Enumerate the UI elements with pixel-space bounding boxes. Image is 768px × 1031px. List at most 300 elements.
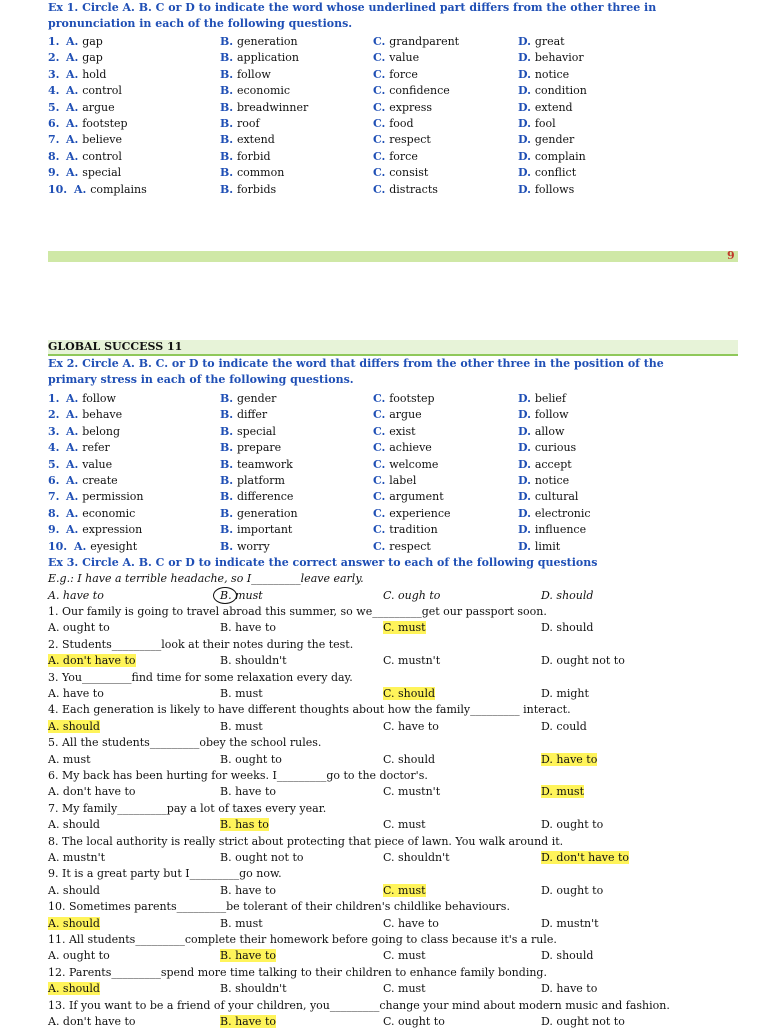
option-c[interactable] xyxy=(373,117,414,130)
option-letter: B. xyxy=(220,133,237,147)
option-c[interactable] xyxy=(373,166,428,179)
question-number: 3. xyxy=(48,67,60,81)
question-number: 10. xyxy=(48,182,68,196)
option-a[interactable] xyxy=(74,183,147,196)
option-a[interactable] xyxy=(66,166,121,179)
option-letter: B. xyxy=(220,84,237,98)
option-word: force xyxy=(389,149,418,163)
ex1-title-line1: Ex 1. Circle A. B. C or D to indicate the word whose underlined part differs from the other three in xyxy=(48,1,657,14)
ex1-row xyxy=(48,51,748,67)
option-b[interactable] xyxy=(220,51,299,64)
option-b[interactable] xyxy=(220,458,293,471)
option-b[interactable] xyxy=(220,183,276,196)
question-number: 3. xyxy=(48,424,60,438)
option-a[interactable]: A. ought to xyxy=(48,621,110,635)
question-text: 5. All the students_________obey the school rules. xyxy=(48,736,322,750)
question-number: 1. xyxy=(48,392,60,405)
option-a[interactable] xyxy=(66,84,122,97)
option-c[interactable] xyxy=(373,458,438,471)
question-text: 12. Parents_________spend more time talking to their children to enhance family bonding. xyxy=(48,965,547,979)
option-d[interactable] xyxy=(518,392,566,405)
option-letter: A. xyxy=(66,51,83,65)
option-letter: C. xyxy=(373,182,390,196)
option-letter: C. xyxy=(373,100,390,114)
option-c[interactable] xyxy=(373,408,422,421)
option-d[interactable] xyxy=(518,540,560,553)
option-a[interactable] xyxy=(66,458,112,471)
option-b[interactable]: B. must xyxy=(220,687,263,700)
option-word: common xyxy=(236,166,285,180)
option-b[interactable] xyxy=(220,150,271,163)
option-word: great xyxy=(534,35,565,48)
option-word: believe xyxy=(82,133,123,147)
question-text: 2. Students_________look at their notes during the test. xyxy=(48,637,354,651)
option-word: footstep xyxy=(389,392,435,405)
option-c[interactable] xyxy=(373,523,438,536)
ex1-row xyxy=(48,133,748,149)
option-c[interactable] xyxy=(373,490,444,503)
option-b[interactable]: B. have to xyxy=(220,949,276,963)
option-letter: C. xyxy=(373,392,390,405)
ex2-row xyxy=(48,392,748,408)
option-word: belief xyxy=(534,392,566,405)
option-d[interactable]: D. have to xyxy=(541,752,598,766)
option-c[interactable]: C. must xyxy=(383,949,426,963)
option-c[interactable] xyxy=(373,84,450,97)
option-word: footstep xyxy=(82,117,128,130)
option-d[interactable] xyxy=(518,458,572,471)
option-letter: C. xyxy=(373,67,390,81)
option-letter: B. xyxy=(220,490,237,504)
option-b[interactable] xyxy=(220,392,276,405)
option-letter: B. xyxy=(220,100,237,114)
option-letter: D. xyxy=(518,424,535,438)
option-d[interactable] xyxy=(518,166,576,179)
option-letter: D. xyxy=(518,51,535,65)
option-word: follow xyxy=(534,408,569,422)
option-letter: B. xyxy=(220,506,237,520)
option-word: curious xyxy=(534,441,577,455)
option-a[interactable] xyxy=(66,507,135,520)
option-letter: B. xyxy=(220,117,237,130)
option-word: special xyxy=(236,424,276,438)
option-word: conflict xyxy=(534,166,577,180)
option-letter: D. xyxy=(518,35,535,48)
option-a[interactable]: A. should xyxy=(48,719,100,733)
option-letter: A. xyxy=(66,474,83,487)
option-a[interactable]: A. ought to xyxy=(48,949,110,963)
option-c[interactable]: C. have to xyxy=(383,916,439,930)
ex3-example: E.g.: I have a terrible headache, so I_________leave early. xyxy=(48,572,364,585)
option-word: argument xyxy=(389,490,444,504)
option-c[interactable] xyxy=(373,540,431,553)
option-word: extend xyxy=(534,100,573,114)
option-c[interactable] xyxy=(373,51,419,64)
option-c[interactable] xyxy=(373,150,418,163)
ex2-row xyxy=(48,474,748,490)
option-word: generation xyxy=(236,35,298,48)
question-text: 9. It is a great party but I_________go now. xyxy=(48,867,282,881)
option-c[interactable] xyxy=(373,101,432,114)
option-word: limit xyxy=(534,539,561,553)
option-b[interactable] xyxy=(220,474,285,487)
option-word: economic xyxy=(82,506,136,520)
option-letter: B. xyxy=(220,523,237,537)
option-d[interactable] xyxy=(518,35,565,48)
option-letter: B. xyxy=(220,457,237,471)
option-a[interactable] xyxy=(66,523,142,536)
option-letter: B. xyxy=(220,392,237,405)
option-word: forbid xyxy=(236,149,271,163)
question-text: 8. The local authority is really strict about protecting that piece of lawn. You walk around it. xyxy=(48,834,564,848)
option-b[interactable] xyxy=(220,408,267,421)
option-b[interactable]: B. must xyxy=(220,719,263,733)
question-number: 7. xyxy=(48,490,60,504)
option-c[interactable]: C. mustn't xyxy=(383,654,441,668)
ex1-title-line2: pronunciation in each of the following questions. xyxy=(48,17,353,30)
option-word: gender xyxy=(236,392,277,405)
option-d[interactable]: D. ought not to xyxy=(541,654,625,668)
option-b[interactable] xyxy=(220,490,293,503)
option-word: difference xyxy=(236,490,294,504)
option-letter: D. xyxy=(518,67,535,81)
option-letter: B. xyxy=(220,539,237,553)
option-d[interactable] xyxy=(518,51,584,64)
page-number: 9 xyxy=(727,249,735,262)
option-d[interactable] xyxy=(518,490,578,503)
option-a[interactable] xyxy=(66,490,143,503)
option-c[interactable] xyxy=(373,441,432,454)
option-a[interactable] xyxy=(66,117,128,130)
option-a[interactable]: A. have to xyxy=(48,687,104,700)
ex2-row xyxy=(48,523,748,539)
question-text: 13. If you want to be a friend of your children, you_________change your mind about modern music and fashion. xyxy=(48,998,670,1012)
ex1-row xyxy=(48,166,748,182)
question-text: 4. Each generation is likely to have different thoughts about how the family_________ interact. xyxy=(48,703,571,717)
option-b[interactable]: B. must xyxy=(220,916,263,930)
option-d[interactable] xyxy=(518,84,587,97)
option-d[interactable] xyxy=(518,507,591,520)
question-number: 8. xyxy=(48,149,60,163)
ex1-row xyxy=(48,84,748,100)
ex1-row xyxy=(48,68,748,84)
option-a[interactable] xyxy=(66,474,118,487)
option-letter: D. xyxy=(518,457,535,471)
option-a[interactable]: A. should xyxy=(48,883,100,897)
question-number: 5. xyxy=(48,457,60,471)
option-letter: C. xyxy=(373,84,390,98)
option-letter: C. xyxy=(373,457,390,471)
option-b[interactable] xyxy=(220,117,260,130)
option-word: application xyxy=(236,51,300,65)
option-word: teamwork xyxy=(236,457,293,471)
question-text: 1. Our family is going to travel abroad this summer, so we_________get our passport soon. xyxy=(48,605,547,618)
option-b[interactable] xyxy=(220,101,308,114)
option-c[interactable] xyxy=(373,392,435,405)
option-a[interactable] xyxy=(66,150,122,163)
option-word: force xyxy=(389,67,418,81)
option-c[interactable] xyxy=(373,474,416,487)
option-b[interactable] xyxy=(220,84,290,97)
option-letter: D. xyxy=(518,133,535,147)
question-number: 2. xyxy=(48,51,60,65)
option-word: electronic xyxy=(534,506,591,520)
option-b[interactable] xyxy=(220,540,270,553)
option-word: economic xyxy=(236,84,291,98)
option-word: roof xyxy=(236,117,260,130)
option-letter: A. xyxy=(74,182,91,196)
option-b[interactable]: B. shouldn't xyxy=(220,982,287,996)
option-b[interactable]: B. have to xyxy=(220,883,276,897)
option-word: differ xyxy=(236,408,268,422)
question-number: 1. xyxy=(48,35,60,48)
option-word: platform xyxy=(236,474,285,487)
option-c[interactable] xyxy=(373,183,438,196)
option-c[interactable] xyxy=(373,35,459,48)
option-letter: C. xyxy=(373,35,390,48)
option-letter: D. xyxy=(518,523,535,537)
ex3-options-row xyxy=(48,851,748,867)
option-d[interactable]: D. ought not to xyxy=(541,1015,625,1028)
option-d[interactable]: D. ought to xyxy=(541,883,604,897)
option-word: achieve xyxy=(389,441,432,455)
option-word: cultural xyxy=(534,490,579,504)
option-word: important xyxy=(236,523,293,537)
option-d[interactable]: D. should xyxy=(541,949,594,963)
option-a[interactable]: A. must xyxy=(48,752,91,766)
option-letter: A. xyxy=(66,133,83,147)
option-word: forbids xyxy=(236,182,277,196)
option-letter: A. xyxy=(66,408,83,422)
option-c[interactable] xyxy=(373,133,431,146)
ex1-row xyxy=(48,150,748,166)
option-letter: A. xyxy=(66,457,83,471)
ex2-row xyxy=(48,490,748,506)
option-c[interactable]: C. have to xyxy=(383,719,439,733)
option-d[interactable] xyxy=(518,183,574,196)
option-letter: A. xyxy=(66,35,83,48)
option-b[interactable] xyxy=(220,166,284,179)
option-letter: C. xyxy=(373,490,390,504)
option-a[interactable] xyxy=(66,408,122,421)
ex1-row xyxy=(48,183,748,199)
ex3-options-row xyxy=(48,621,748,637)
option-d[interactable] xyxy=(518,408,569,421)
ex2-row xyxy=(48,408,748,424)
option-word: respect xyxy=(389,133,431,147)
option-letter: B. xyxy=(220,67,237,81)
option-d[interactable] xyxy=(518,117,556,130)
option-word: grandparent xyxy=(389,35,460,48)
option-a[interactable]: A. should xyxy=(48,818,100,832)
option-letter: C. xyxy=(373,523,390,537)
option-word: complains xyxy=(90,182,147,196)
option-c[interactable]: C. mustn't xyxy=(383,785,441,799)
option-letter: D. xyxy=(518,474,535,487)
ex3-title: Ex 3. Circle A. B. C or D to indicate the correct answer to each of the following questions xyxy=(48,556,598,569)
option-word: refer xyxy=(82,441,110,455)
option-letter: D. xyxy=(518,166,535,180)
ex3-options-row xyxy=(48,785,748,801)
option-c[interactable]: C. should xyxy=(383,752,436,766)
ex3-options-row xyxy=(48,753,748,769)
option-a[interactable]: A. should xyxy=(48,982,100,996)
option-word: hold xyxy=(82,67,107,81)
option-a[interactable] xyxy=(66,35,103,48)
option-b[interactable]: B. have to xyxy=(220,621,276,635)
option-letter: A. xyxy=(66,117,83,130)
option-d[interactable]: D. ought to xyxy=(541,818,604,832)
option-d[interactable]: D. have to xyxy=(541,982,598,996)
ex2-title-line2: primary stress in each of the following questions. xyxy=(48,373,354,386)
example-option-d: D. should xyxy=(541,589,594,602)
option-a[interactable] xyxy=(66,51,103,64)
option-letter: D. xyxy=(518,100,535,114)
option-word: value xyxy=(389,51,420,65)
ex3-options-row xyxy=(48,1015,748,1031)
option-d[interactable]: D. could xyxy=(541,719,587,733)
option-a[interactable]: A. mustn't xyxy=(48,851,106,864)
option-letter: C. xyxy=(373,441,390,455)
option-b[interactable]: B. ought not to xyxy=(220,851,304,864)
ex2-row xyxy=(48,425,748,441)
option-letter: C. xyxy=(373,408,390,422)
example-option-b: B. must xyxy=(220,589,263,602)
option-c[interactable]: C. must xyxy=(383,818,426,832)
ex3-options-row xyxy=(48,818,748,834)
question-number: 4. xyxy=(48,441,60,455)
question-number: 9. xyxy=(48,166,60,180)
option-b[interactable] xyxy=(220,35,298,48)
option-word: influence xyxy=(534,523,587,537)
option-word: follow xyxy=(236,67,271,81)
option-word: permission xyxy=(82,490,144,504)
option-c[interactable]: C. ought to xyxy=(383,1015,445,1028)
option-a[interactable]: A. don't have to xyxy=(48,1015,136,1028)
option-letter: B. xyxy=(220,441,237,455)
option-c[interactable]: C. should xyxy=(383,687,436,700)
question-number: 2. xyxy=(48,408,60,422)
question-number: 6. xyxy=(48,117,60,130)
ex2-row xyxy=(48,507,748,523)
option-letter: C. xyxy=(373,474,390,487)
option-letter: D. xyxy=(518,182,535,196)
option-word: welcome xyxy=(389,457,439,471)
option-b[interactable]: B. have to xyxy=(220,1015,276,1028)
option-word: respect xyxy=(389,539,431,553)
option-d[interactable]: D. might xyxy=(541,687,589,700)
option-c[interactable] xyxy=(373,68,418,81)
ex1-row xyxy=(48,35,748,51)
option-letter: C. xyxy=(373,133,390,147)
option-d[interactable]: D. don't have to xyxy=(541,851,630,864)
option-b[interactable] xyxy=(220,68,271,81)
example-option-c: C. ough to xyxy=(383,589,441,602)
option-a[interactable] xyxy=(66,101,115,114)
option-word: breadwinner xyxy=(236,100,309,114)
option-b[interactable]: B. shouldn't xyxy=(220,654,287,668)
option-d[interactable] xyxy=(518,441,576,454)
option-c[interactable] xyxy=(373,425,416,438)
option-word: experience xyxy=(389,506,451,520)
option-letter: B. xyxy=(220,408,237,422)
option-d[interactable] xyxy=(518,101,573,114)
option-d[interactable] xyxy=(518,150,586,163)
option-letter: A. xyxy=(66,424,83,438)
option-b[interactable]: B. have to xyxy=(220,785,276,799)
option-a[interactable] xyxy=(66,133,122,146)
option-c[interactable]: C. must xyxy=(383,621,426,635)
option-letter: A. xyxy=(66,149,83,163)
ex1-row xyxy=(48,101,748,117)
option-b[interactable] xyxy=(220,133,275,146)
option-a[interactable] xyxy=(74,540,137,553)
option-letter: D. xyxy=(518,490,535,504)
option-b[interactable] xyxy=(220,523,292,536)
ex3-options-row xyxy=(48,687,748,703)
option-a[interactable] xyxy=(66,68,106,81)
example-option-a: A. have to xyxy=(48,589,104,602)
option-word: consist xyxy=(389,166,429,180)
option-d[interactable]: D. should xyxy=(541,621,594,635)
option-letter: A. xyxy=(66,506,83,520)
option-letter: A. xyxy=(66,67,83,81)
option-word: gender xyxy=(534,133,575,147)
option-letter: D. xyxy=(518,441,535,455)
option-d[interactable] xyxy=(518,474,569,487)
option-d[interactable] xyxy=(518,425,564,438)
option-word: belong xyxy=(82,424,121,438)
option-word: prepare xyxy=(236,441,282,455)
option-letter: A. xyxy=(66,441,83,455)
option-a[interactable]: A. don't have to xyxy=(48,654,136,668)
ex3-options-row xyxy=(48,654,748,670)
option-c[interactable]: C. must xyxy=(383,883,426,897)
option-a[interactable] xyxy=(66,441,110,454)
option-word: confidence xyxy=(389,84,450,98)
option-a[interactable] xyxy=(66,425,120,438)
option-d[interactable] xyxy=(518,133,574,146)
option-letter: C. xyxy=(373,539,390,553)
option-d[interactable] xyxy=(518,68,569,81)
option-word: follows xyxy=(534,182,575,196)
option-word: condition xyxy=(534,84,587,98)
option-a[interactable]: A. should xyxy=(48,916,100,930)
option-c[interactable]: C. must xyxy=(383,982,426,996)
option-c[interactable]: C. shouldn't xyxy=(383,851,450,864)
option-d[interactable]: D. must xyxy=(541,785,585,799)
option-b[interactable] xyxy=(220,507,298,520)
option-letter: D. xyxy=(518,117,535,130)
option-b[interactable] xyxy=(220,441,281,454)
option-a[interactable] xyxy=(66,392,116,405)
option-letter: B. xyxy=(220,51,237,65)
option-b[interactable] xyxy=(220,425,276,438)
option-a[interactable]: A. don't have to xyxy=(48,785,136,799)
option-b[interactable]: B. has to xyxy=(220,818,269,832)
option-c[interactable] xyxy=(373,507,451,520)
option-word: eyesight xyxy=(90,539,138,553)
question-number: 8. xyxy=(48,506,60,520)
option-d[interactable]: D. mustn't xyxy=(541,916,599,930)
option-word: extend xyxy=(236,133,275,147)
option-b[interactable]: B. ought to xyxy=(220,752,282,766)
ex1-row xyxy=(48,117,748,133)
option-d[interactable] xyxy=(518,523,586,536)
option-word: gap xyxy=(82,51,103,65)
option-letter: A. xyxy=(66,84,83,98)
question-number: 7. xyxy=(48,133,60,147)
